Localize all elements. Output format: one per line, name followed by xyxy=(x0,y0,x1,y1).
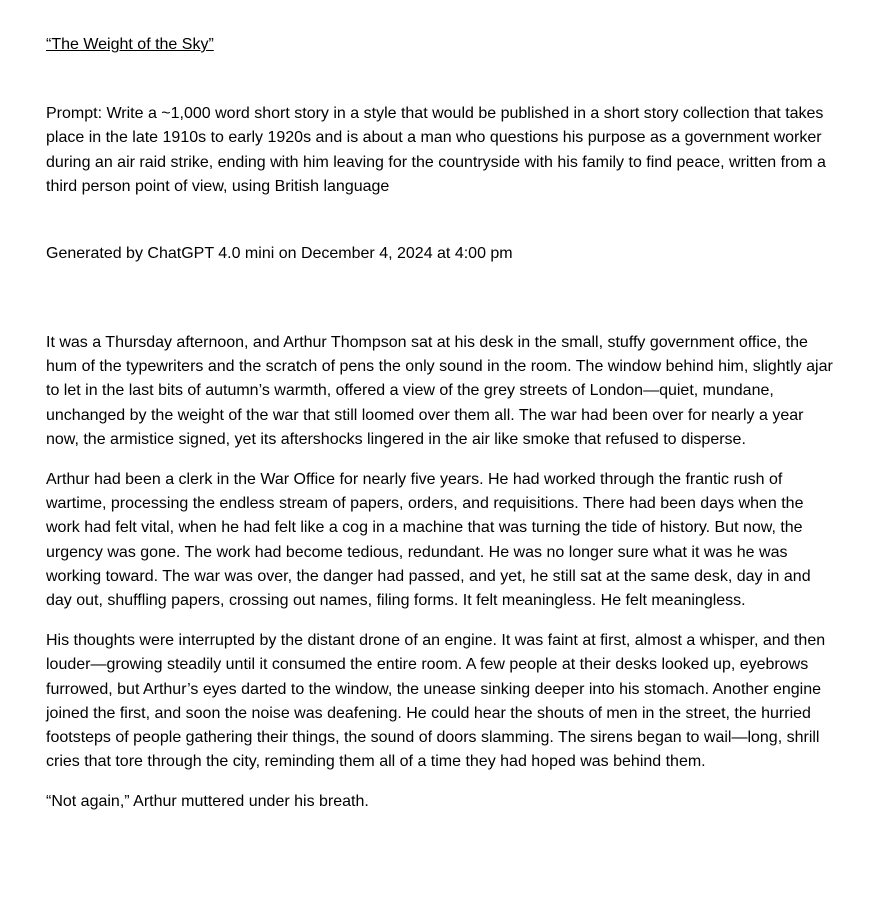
story-paragraph: His thoughts were interrupted by the distant drone of an engine. It was faint at first, almost a whisper, and then louder—growing steadily until it consumed the entire room. A few people at their desks looked up, eyebrows furrowed, but Arthur’s eyes darted to the window, the unease sinking deeper into his stomach. Another engine joined the first, and soon the noise was deafening. He could hear the shouts of men in the street, the hurried footsteps of people gathering their things, the sound of doors slamming. The sirens began to wail—long, shrill cries that tore through the city, reminding them all of a time they had hoped was behind them. xyxy=(46,632,826,771)
story-paragraph: Arthur had been a clerk in the War Office for nearly five years. He had worked through the frantic rush of wartime, processing the endless stream of papers, orders, and requisitions. There had been days when the work had felt vital, when he had felt like a cog in a machine that was turning the tide of history. But now, the urgency was gone. The work had become tedious, redundant. He was no longer sure what it was he was working toward. The war was over, the danger had passed, and yet, he still sat at the same desk, day in and day out, shuffling papers, crossing out names, filing forms. It felt meaningless. He felt meaningless. xyxy=(46,471,811,610)
story-paragraph: It was a Thursday afternoon, and Arthur Thompson sat at his desk in the small, stuffy government office, the hum of the typewriters and the scratch of pens the only sound in the room. The window behind him, slightly ajar to let in the last bits of autumn’s warmth, offered a view of the grey streets of London—quiet, mundane, unchanged by the weight of the war that still loomed over them all. The war had been over for nearly a year now, the armistice signed, yet its aftershocks lingered in the air like smoke that refused to disperse. xyxy=(46,334,833,448)
prompt-text: Prompt: Write a ~1,000 word short story in a style that would be published in a short story collection that takes place in the late 1910s to early 1920s and is about a man who questions his purpose as a government worker during an air raid strike, ending with him leaving for the countryside with his family to find peace, written from a third person point of view, using British language xyxy=(46,105,826,196)
story-body xyxy=(46,331,836,815)
story-paragraph: “Not again,” Arthur muttered under his breath. xyxy=(46,793,369,811)
generated-by-note: Generated by ChatGPT 4.0 mini on December 4, 2024 at 4:00 pm xyxy=(46,245,513,262)
document-title: “The Weight of the Sky” xyxy=(46,36,214,53)
